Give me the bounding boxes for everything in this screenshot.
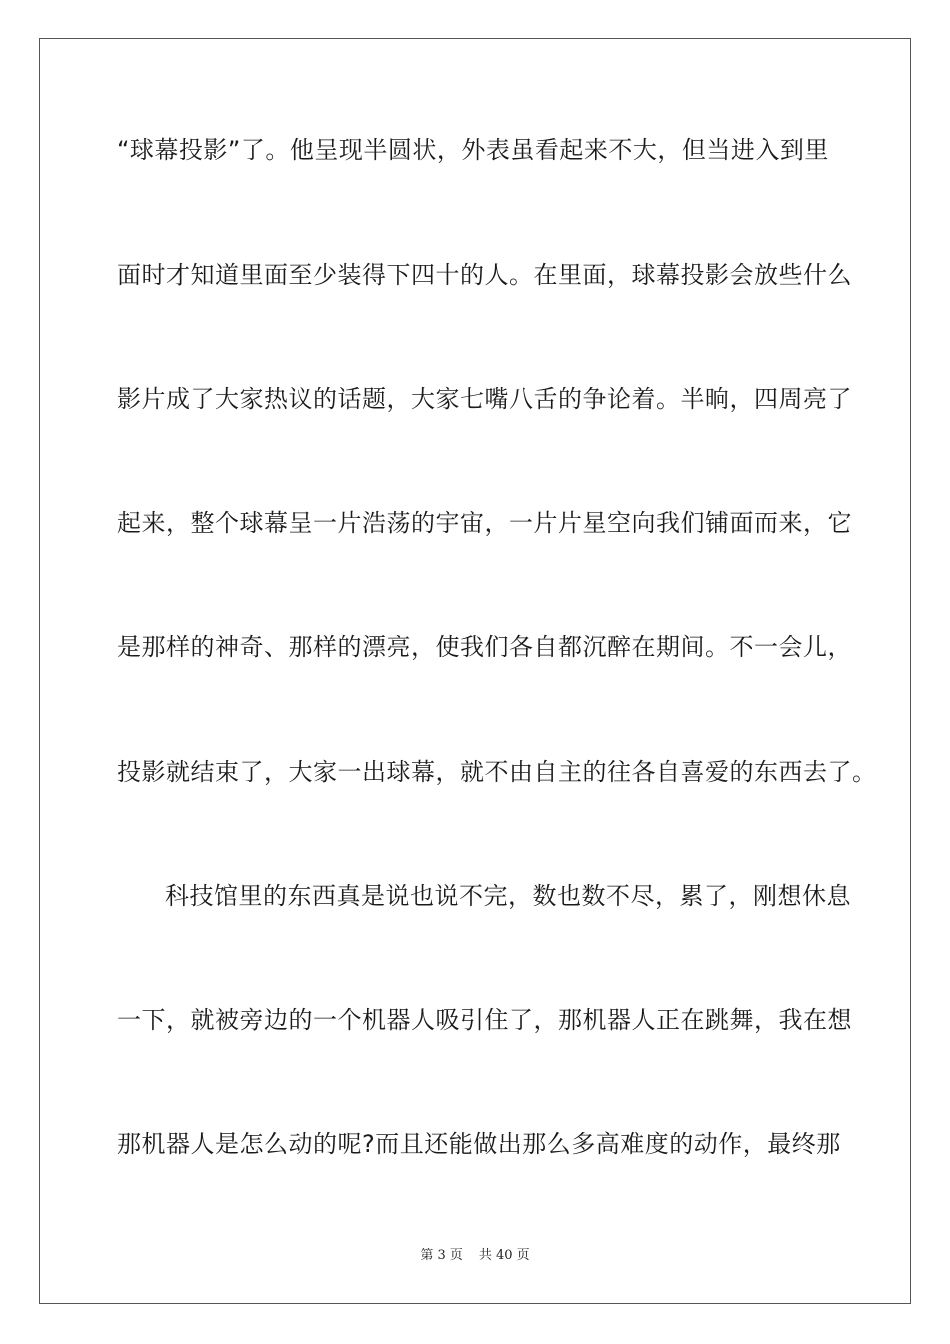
text-line-4: 起来，整个球幕呈一片浩荡的宇宙，一片片星空向我们铺面而来，它 xyxy=(117,509,852,537)
page-border xyxy=(39,38,911,1304)
text-line-1: “球幕投影”了。他呈现半圆状，外表虽看起来不大，但当进入到里 xyxy=(117,136,829,164)
text-line-2: 面时才知道里面至少装得下四十的人。在里面，球幕投影会放些什么 xyxy=(117,261,852,289)
text-line-9: 那机器人是怎么动的呢?而且还能做出那么多高难度的动作，最终那 xyxy=(117,1130,841,1158)
text-line-3: 影片成了大家热议的话题，大家七嘴八舌的争论着。半晌，四周亮了 xyxy=(117,385,852,413)
text-line-8: 一下，就被旁边的一个机器人吸引住了，那机器人正在跳舞，我在想 xyxy=(117,1006,852,1034)
total-pages: 共 40 页 xyxy=(478,1248,530,1263)
text-line-6: 投影就结束了，大家一出球幕，就不由自主的往各自喜爱的东西去了。 xyxy=(117,758,877,786)
text-line-5: 是那样的神奇、那样的漂亮，使我们各自都沉醉在期间。不一会儿， xyxy=(117,633,852,661)
text-line-7-paragraph-start: 科技馆里的东西真是说也说不完，数也数不尽，累了，刚想休息 xyxy=(165,882,851,910)
page-footer xyxy=(0,1247,950,1265)
page-number: 第 3 页 xyxy=(420,1248,463,1263)
